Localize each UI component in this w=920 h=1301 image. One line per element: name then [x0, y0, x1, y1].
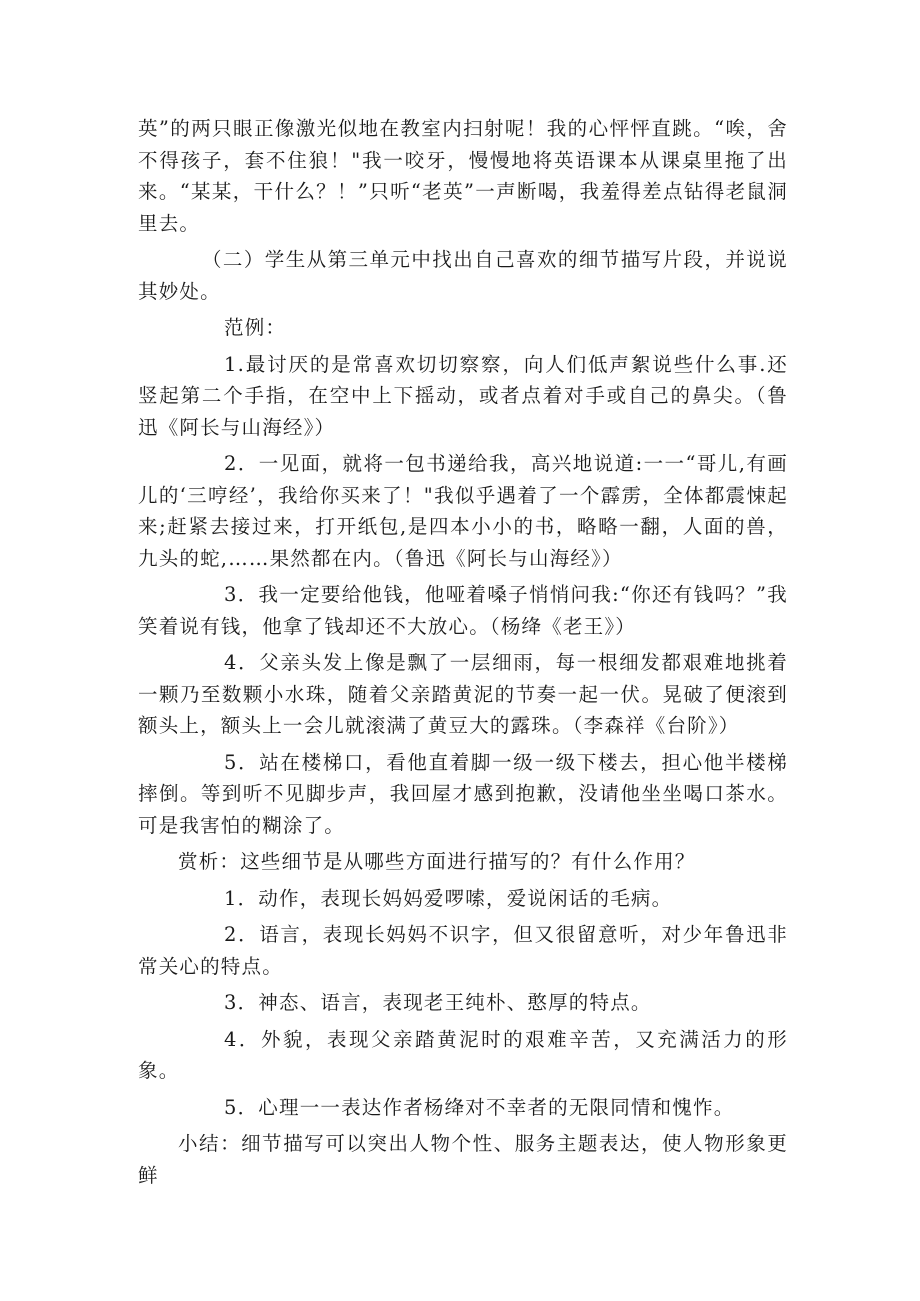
- paragraph-story-continuation: 英”的两只眼正像激光似地在教室内扫射呢！我的心怦怦直跳。“唉，舍不得孩子，套不住狼！"我一咬牙，慢慢地将英语课本从课桌里拖了出来。“某某，干什么？！”只听“老英”一声断喝，我羞得差点钻得老鼠洞里去。: [138, 117, 788, 235]
- paragraph-analysis-4: 4．外貌，表现父亲踏黄泥时的艰难辛苦，又充满活力的形象。: [138, 1027, 788, 1082]
- paragraph-analysis-2: 2．语言，表现长妈妈不识字，但又很留意听，对少年鲁迅非常关心的特点。: [138, 923, 788, 978]
- document-body: [138, 113, 788, 1191]
- paragraph-analysis-heading: 赏析：这些细节是从哪些方面进行描写的？有什么作用？: [178, 850, 696, 873]
- paragraph-analysis-5: 5．心理一一表达作者杨绛对不幸者的无限同情和愧怍。: [224, 1095, 735, 1119]
- paragraph-example-2: 2．一见面，就将一包书递给我，高兴地说道:一一“哥儿,有画儿的‘三哼经’，我给你买来了！"我似乎遇着了一个霹雳，全体都震悚起来;赶紧去接过来，打开纸包,是四本小小的书，略略一翻，人面的兽，九头的蛇,……果然都在内。（鲁迅《阿长与山海经》）: [138, 452, 788, 570]
- paragraph-analysis-1: 1．动作，表现长妈妈爱啰嗦，爱说闲话的毛病。: [224, 886, 673, 910]
- paragraph-summary: 小结：细节描写可以突出人物个性、服务主题表达，使人物形象更鲜: [138, 1132, 788, 1187]
- paragraph-analysis-3: 3．神态、语言，表现老王纯朴、憨厚的特点。: [224, 991, 652, 1014]
- paragraph-example-heading: 范例：: [224, 316, 287, 339]
- paragraph-example-1: 1.最讨厌的是常喜欢切切察察，向人们低声絮说些什么事.还竖起第二个手指，在空中上下摇动，或者点着对手或自己的鼻尖。（鲁迅《阿长与山海经》）: [138, 352, 788, 439]
- paragraph-task-two: （二）学生从第三单元中找出自己喜欢的细节描写片段，并说说其妙处。: [138, 248, 788, 303]
- paragraph-example-4: 4．父亲头发上像是飘了一层细雨，每一根细发都艰难地挑着一颗乃至数颗小水珠，随着父亲踏黄泥的节奏一起一伏。晃破了便滚到额头上，额头上一会儿就滚满了黄豆大的露珠。（李森祥《台阶》）: [138, 651, 788, 737]
- paragraph-example-5: 5．站在楼梯口，看他直着脚一级一级下楼去，担心他半楼梯摔倒。等到听不见脚步声，我回屋才感到抱歉，没请他坐坐喝口茶水。可是我害怕的糊涂了。: [138, 750, 788, 837]
- paragraph-example-3: 3．我一定要给他钱，他哑着嗓子悄悄问我:“你还有钱吗？”我笑着说有钱，他拿了钱却还不大放心。（杨绛《老王》）: [138, 583, 788, 638]
